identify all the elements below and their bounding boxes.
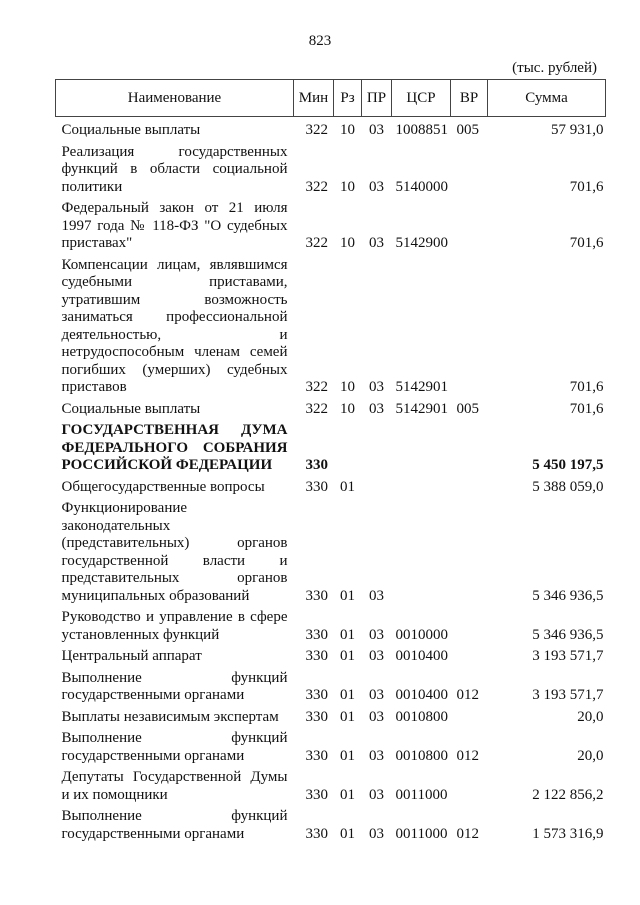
units-label: (тыс. рублей) [512,60,597,76]
table-row [56,475,606,497]
cell-csr: 1008851 [395,122,448,138]
cell-pr: 03 [369,747,384,764]
cell-vr [451,605,488,644]
cell-name: ГОСУДАРСТВЕННАЯ ДУМА ФЕДЕРАЛЬНОГО СОБРАНИЯ РОССИЙСКОЙ ФЕДЕРАЦИИ [61,422,288,473]
table-header-row [56,80,606,117]
cell-name: Функционирование законодательных (представительных) органов государственной власти и представительных органов муниципальных образований [61,500,288,604]
table-row [56,666,606,705]
cell-min: 330 [305,687,328,703]
cell-vr [451,196,488,253]
header-name: Наименование [56,80,294,117]
cell-sum: 701,6 [569,379,604,395]
cell-rz: 10 [340,400,355,417]
cell-sum: 57 931,0 [551,122,604,138]
cell-pr [362,418,392,475]
cell-pr: 03 [369,687,384,703]
budget-table [55,79,606,843]
cell-rz: 01 [340,747,355,764]
table-row [56,804,606,843]
cell-name: Реализация государственных функций в области социальной политики [61,143,288,195]
cell-vr [451,140,488,197]
cell-pr: 03 [369,122,384,138]
cell-sum: 5 346 936,5 [532,587,604,604]
cell-sum: 701,6 [569,178,604,195]
table-row [56,397,606,419]
cell-sum: 2 122 856,2 [532,786,604,803]
cell-name: Общегосударственные вопросы [61,478,265,495]
cell-min: 330 [305,825,328,842]
cell-min: 330 [305,457,328,473]
cell-rz: 01 [340,825,355,842]
cell-sum: 701,6 [569,400,604,417]
page-number: 823 [308,33,332,49]
cell-name: Руководство и управление в сфере установленных функций [61,609,288,643]
table-row [56,196,606,253]
cell-csr [392,475,451,497]
cell-vr: 012 [456,825,479,842]
table-row [56,726,606,765]
cell-csr: 5142901 [395,400,448,417]
cell-csr: 0010800 [395,708,448,725]
cell-pr [362,475,392,497]
cell-name: Социальные выплаты [61,122,201,138]
cell-rz: 10 [340,178,355,195]
cell-min: 330 [305,626,328,643]
table-row [56,496,606,605]
cell-pr: 03 [369,178,384,195]
cell-pr: 03 [369,786,384,803]
table-row [56,253,606,397]
cell-min: 322 [305,379,328,395]
cell-csr: 0010800 [395,747,448,764]
cell-vr: 012 [456,687,479,703]
cell-vr [451,496,488,605]
cell-sum: 20,0 [577,747,604,764]
cell-pr: 03 [369,400,384,417]
cell-pr: 03 [369,235,384,251]
cell-rz: 10 [340,379,355,395]
cell-sum: 1 573 316,9 [532,825,604,842]
cell-rz: 01 [340,786,355,803]
cell-rz: 01 [340,687,355,703]
cell-name: Выполнение функций государственными органами [61,669,288,703]
cell-rz: 01 [340,648,355,664]
cell-min: 322 [305,178,328,195]
cell-csr: 0010400 [395,648,448,664]
header-csr: ЦСР [392,80,451,117]
cell-sum: 5 450 197,5 [532,457,604,473]
cell-min: 330 [305,478,328,495]
cell-sum: 701,6 [569,235,604,251]
header-sum: Сумма [488,80,606,117]
table-row [56,140,606,197]
table-row [56,418,606,475]
cell-pr: 03 [369,708,384,725]
cell-pr: 03 [369,379,384,395]
cell-vr: 012 [456,747,479,764]
cell-min: 322 [305,235,328,251]
cell-csr: 5140000 [395,178,448,195]
cell-vr [451,644,488,666]
cell-vr: 005 [456,122,479,138]
cell-vr: 005 [456,400,479,417]
cell-name: Федеральный закон от 21 июля 1997 года № 118-ФЗ "О судебных приставах" [61,200,288,251]
cell-min: 330 [305,747,328,764]
cell-rz: 10 [340,235,355,251]
cell-csr [392,496,451,605]
cell-pr: 03 [369,825,384,842]
cell-name: Выплаты независимым экспертам [61,708,279,725]
cell-min: 330 [305,648,328,664]
cell-csr: 5142901 [395,379,448,395]
header-pr: ПР [362,80,392,117]
cell-rz: 01 [340,587,355,604]
header-rz: Рз [334,80,362,117]
table-row [56,644,606,666]
header-min: Мин [294,80,334,117]
table-row [56,117,606,140]
cell-name: Выполнение функций государственными органами [61,808,288,842]
cell-pr: 03 [369,626,384,643]
cell-vr [451,418,488,475]
cell-pr: 03 [369,648,384,664]
cell-rz: 01 [340,708,355,725]
cell-rz [334,418,362,475]
cell-sum: 20,0 [577,708,604,725]
cell-name: Депутаты Государственной Думы и их помощники [61,769,288,803]
cell-min: 330 [305,708,328,725]
cell-csr: 5142900 [395,235,448,251]
cell-name: Социальные выплаты [61,400,201,417]
cell-sum: 5 346 936,5 [532,626,604,643]
cell-pr: 03 [369,587,384,604]
header-vr: ВР [451,80,488,117]
table-row [56,605,606,644]
cell-sum: 3 193 571,7 [532,687,604,703]
table-row [56,765,606,804]
cell-name: Центральный аппарат [61,648,202,664]
cell-csr: 0010000 [395,626,448,643]
cell-name: Выполнение функций государственными органами [61,730,288,764]
cell-csr [392,418,451,475]
cell-name: Компенсации лицам, являвшимся судебными приставами, утратившим возможность заниматься профессиональной деятельностью, и нетрудоспособным членам семей погибших (умерших) судебных приставов [61,256,288,395]
cell-sum: 3 193 571,7 [532,648,604,664]
cell-vr [451,705,488,727]
cell-csr: 0011000 [395,786,448,803]
cell-rz: 10 [340,122,355,138]
cell-vr [451,253,488,397]
table-row [56,705,606,727]
cell-sum: 5 388 059,0 [532,478,604,495]
cell-rz: 01 [340,626,355,643]
cell-min: 322 [305,122,328,138]
cell-vr [451,475,488,497]
cell-min: 322 [305,400,328,417]
cell-vr [451,765,488,804]
cell-min: 330 [305,786,328,803]
cell-rz: 01 [340,478,355,495]
cell-csr: 0011000 [395,825,448,842]
cell-csr: 0010400 [395,687,448,703]
cell-min: 330 [305,587,328,604]
